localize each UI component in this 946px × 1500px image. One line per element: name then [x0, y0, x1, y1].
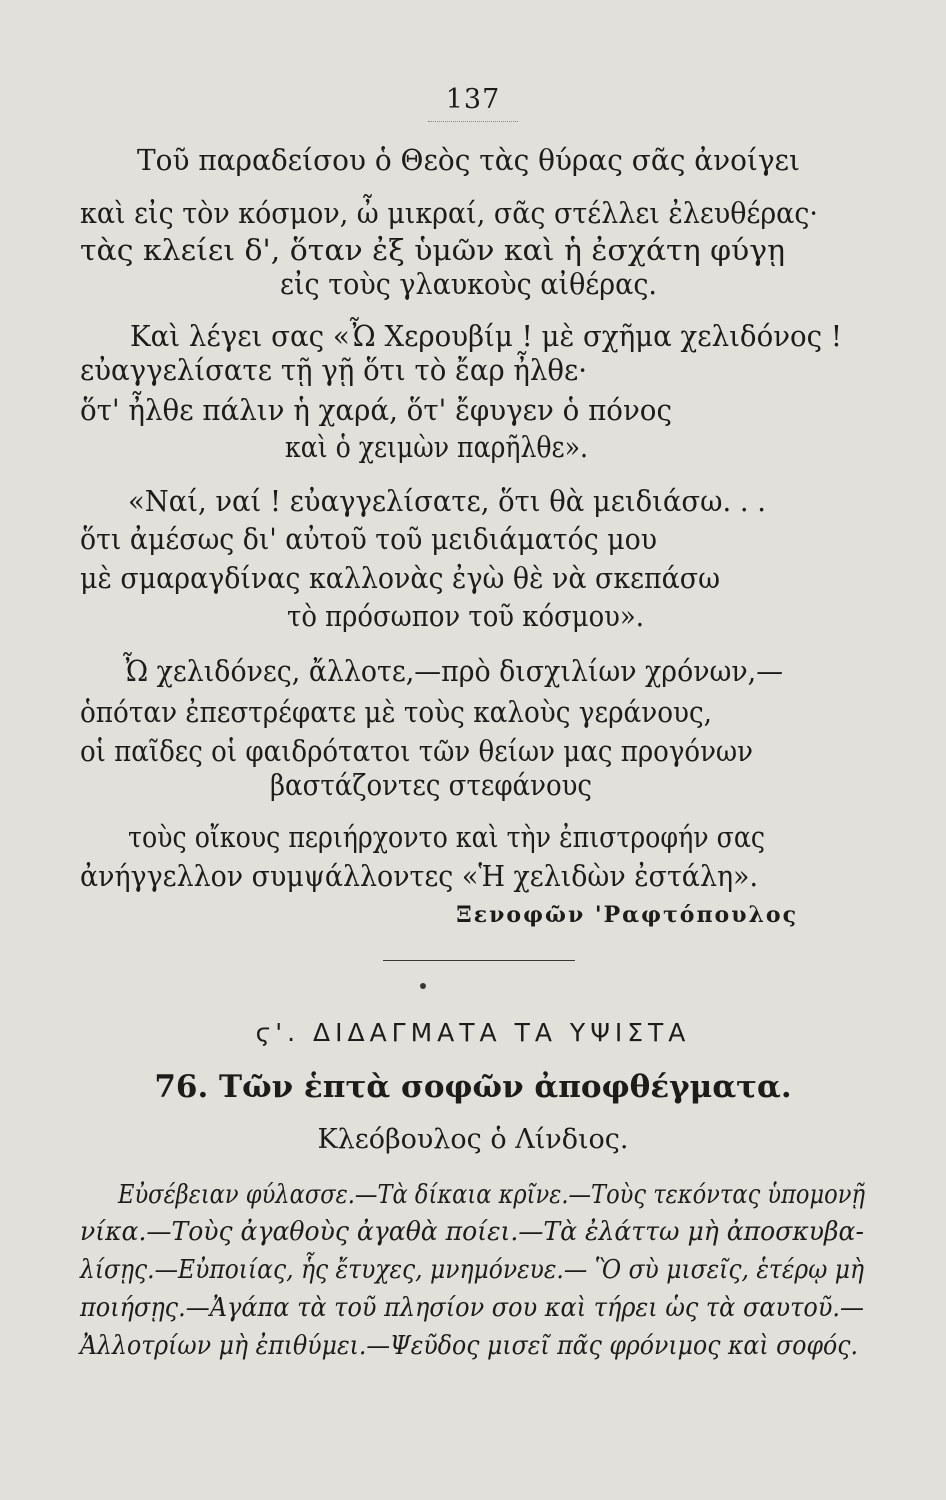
poem-line: «Ναί, ναί ! εὐαγγελίσατε, ὅτι θὰ μειδιάσω. . .	[128, 484, 767, 518]
poem-line: τὰς κλείει δ', ὅταν ἐξ ὑμῶν καὶ ἡ ἐσχάτη φύγῃ	[80, 233, 786, 267]
maxim-line: Ἀλλοτρίων μὴ ἐπιθύμει.—Ψεῦδος μισεῖ πᾶς φρόνιμος καὶ σοφός.	[80, 1331, 859, 1361]
maxim-line: λίσῃς.—Εὐποιίας, ἧς ἔτυχες, μνημόνευε.— Ὃ σὺ μισεῖς, ἑτέρῳ μὴ	[80, 1255, 864, 1285]
poem-line: οἱ παῖδες οἱ φαιδρότατοι τῶν θείων μας προγόνων	[80, 734, 754, 768]
poem-line: ἀνήγγελλον συμψάλλοντες «Ἡ χελιδὼν ἐστάλη».	[80, 859, 759, 893]
section-divider	[383, 960, 575, 961]
poem-line: τὸ πρόσωπον τοῦ κόσμου».	[287, 599, 645, 633]
section-heading: ϛ'. ΔΙΔΑΓΜΑΤΑ ΤΑ ΥΨΙΣΤΑ	[255, 1018, 691, 1047]
poem-signature: Ξενοφῶν 'Ραφτόπουλος	[456, 902, 798, 928]
poem-line: τοὺς οἴκους περιήρχοντο καὶ τὴν ἐπιστροφήν σας	[128, 820, 766, 854]
poem-line: ὅτι ἀμέσως δι' αὐτοῦ τοῦ μειδιάματός μου	[80, 522, 657, 556]
maxim-line: ποιήσῃς.—Ἀγάπα τὰ τοῦ πλησίον σου καὶ τήρει ὡς τὰ σαυτοῦ.—	[80, 1293, 864, 1323]
poem-line: μὲ σμαραγδίνας καλλονὰς ἐγὼ θὲ νὰ σκεπάσω	[80, 561, 721, 595]
poem-line: καὶ εἰς τὸν κόσμον, ὦ μικραί, σᾶς στέλλει ἐλευθέρας·	[80, 196, 818, 230]
poem-line: εἰς τοὺς γλαυκοὺς αἰθέρας.	[280, 267, 657, 301]
maxim-line: Εὐσέβειαν φύλασσε.—Τὰ δίκαια κρῖνε.—Τοὺς τεκόντας ὑπομονῇ	[118, 1180, 865, 1210]
author-name: Κλεόβουλος ὁ Λίνδιος.	[317, 1124, 629, 1155]
poem-line: Τοῦ παραδείσου ὁ Θεὸς τὰς θύρας σᾶς ἀνοίγει	[137, 143, 800, 177]
poem-line: ὁπόταν ἐπεστρέφατε μὲ τοὺς καλοὺς γεράνους,	[80, 695, 713, 729]
maxim-line: νίκα.—Τοὺς ἀγαθοὺς ἀγαθὰ ποίει.—Τὰ ἐλάττω μὴ ἀποσκυβα-	[80, 1217, 864, 1247]
poem-line: εὐαγγελίσατε τῇ γῇ ὅτι τὸ ἔαρ ἦλθε·	[80, 353, 588, 387]
ornament-dot	[420, 983, 426, 989]
poem-line: Καὶ λέγει σας «Ὦ Χερουβίμ ! μὲ σχῆμα χελιδόνος !	[130, 319, 842, 353]
chapter-title: 76. Τῶν ἑπτὰ σοφῶν ἀποφθέγματα.	[154, 1069, 792, 1105]
page-number: 137	[0, 84, 946, 122]
poem-line: Ὦ χελιδόνες, ἄλλοτε,—πρὸ δισχιλίων χρόνων,—	[123, 654, 784, 688]
poem-line: βαστάζοντες στεφάνους	[270, 768, 593, 802]
poem-line: ὅτ' ἦλθε πάλιν ἡ χαρά, ὅτ' ἔφυγεν ὁ πόνος	[80, 393, 672, 427]
poem-line: καὶ ὁ χειμὼν παρῆλθε».	[285, 430, 588, 464]
